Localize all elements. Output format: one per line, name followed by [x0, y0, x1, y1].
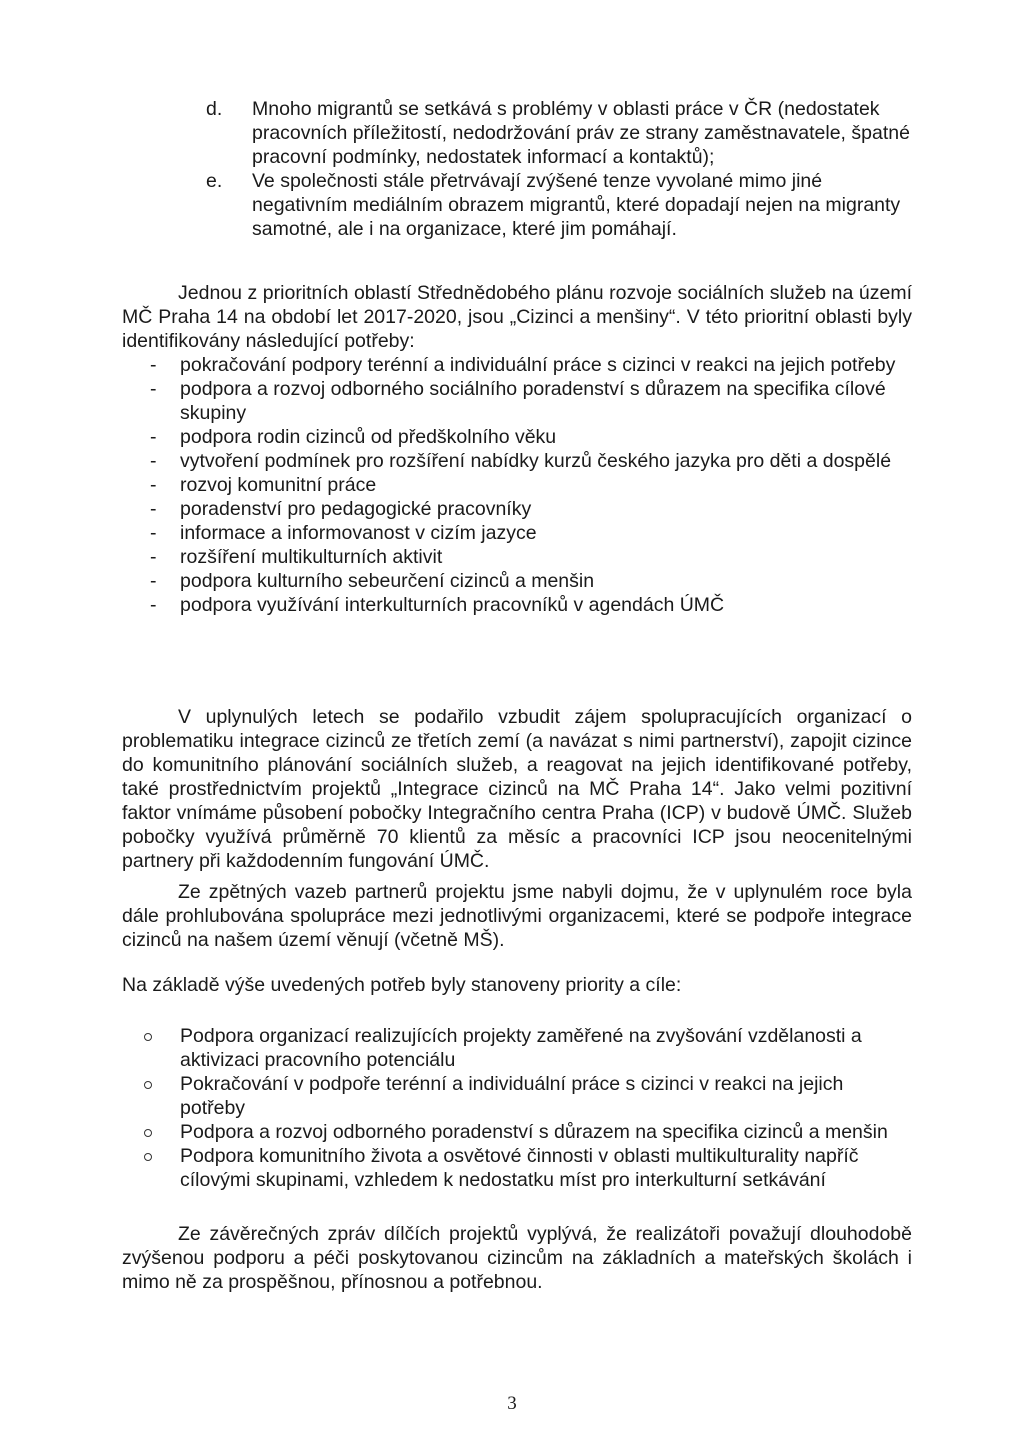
- list-item: [122, 497, 912, 521]
- dash-marker: -: [150, 426, 157, 448]
- list-item-text: pokračování podpory terénní a individuální práce s cizinci v reakci na jejich potřeby: [180, 354, 896, 376]
- dash-marker: -: [150, 354, 157, 376]
- bullet-circle-icon: [144, 1081, 152, 1089]
- list-item: [122, 425, 912, 449]
- dash-marker: -: [150, 378, 157, 400]
- paragraph-priorities-intro: Na základě výše uvedených potřeb byly stanoveny priority a cíle:: [122, 974, 682, 996]
- dash-marker: -: [150, 450, 157, 472]
- dash-marker: -: [150, 474, 157, 496]
- bullet-circle-icon: [144, 1129, 152, 1137]
- needs-dash-list: [122, 353, 912, 617]
- paragraph-past-years: V uplynulých letech se podařilo vzbudit zájem spolupracujících organizací o problematiku integrace cizinců ze třetích zemí (a navázat s nimi partnerství), zapojit cizince do komunitního plánování sociálních služeb, a reagovat na jejich identifikované potřeby, také prostřednictvím projektů „Integrace cizinců na MČ Praha 14“. Jako velmi pozitivní faktor vnímáme působení pobočky Integračního centra Praha (ICP) v budově ÚMČ. Služeb pobočky využívá průměrně 70 klientů za měsíc a pracovníci ICP jsou neocenitelnými partnery při každodenním fungování ÚMČ.: [122, 706, 912, 872]
- list-item-text: podpora kulturního sebeurčení cizinců a menšin: [180, 570, 595, 592]
- priority-section: [122, 281, 912, 617]
- list-marker: d.: [206, 98, 223, 120]
- list-item-text: Mnoho migrantů se setkává s problémy v oblasti práce v ČR (nedostatek pracovních příležitostí, nedodržování práv ze strany zaměstnavatele, špatné pracovní podmínky, nedostatek informací a kontaktů);: [252, 98, 910, 168]
- list-item: [122, 1144, 912, 1192]
- list-item: [122, 545, 912, 569]
- list-item: [122, 1120, 912, 1144]
- list-item-text: rozvoj komunitní práce: [180, 474, 377, 496]
- dash-marker: -: [150, 498, 157, 520]
- page-number: 3: [507, 1393, 517, 1414]
- list-item-text: podpora rodin cizinců od předškolního věku: [180, 426, 557, 448]
- list-item-text: Ve společnosti stále přetrvávají zvýšené tenze vyvolané mimo jiné negativním mediálním obrazem migrantů, které dopadají nejen na migranty samotné, ale i na organizace, které jim pomáhají.: [252, 170, 901, 240]
- dash-marker: -: [150, 546, 157, 568]
- list-item-text: podpora využívání interkulturních pracovníků v agendách ÚMČ: [180, 594, 725, 616]
- priorities-bullet-list: [122, 1024, 912, 1192]
- list-marker: e.: [206, 170, 223, 192]
- dash-marker: -: [150, 522, 157, 544]
- list-item: [122, 1024, 912, 1072]
- list-item: [122, 353, 912, 377]
- list-item: [122, 593, 912, 617]
- list-item: [122, 449, 912, 473]
- list-item: [122, 169, 912, 241]
- list-item: [122, 377, 912, 425]
- paragraph-feedback: Ze zpětných vazeb partnerů projektu jsme nabyli dojmu, že v uplynulém roce byla dále prohlubována spolupráce mezi jednotlivými organizacemi, které se podpoře integrace cizinců na našem území věnují (včetně MŠ).: [122, 881, 912, 951]
- bullet-circle-icon: [144, 1033, 152, 1041]
- list-item-text: vytvoření podmínek pro rozšíření nabídky kurzů českého jazyka pro děti a dospělé: [180, 450, 892, 472]
- paragraph-final-reports: Ze závěrečných zpráv dílčích projektů vyplývá, že realizátoři považují dlouhodobě zvýšenou podporu a péči poskytovanou cizincům na základních a mateřských školách i mimo ně za prospěšnou, přínosnou a potřebnou.: [122, 1223, 912, 1293]
- bullet-circle-icon: [144, 1153, 152, 1161]
- list-item: [122, 569, 912, 593]
- lettered-list: [122, 97, 912, 241]
- list-item-text: Podpora komunitního života a osvětové činnosti v oblasti multikulturality napříč cílovými skupinami, vzhledem k nedostatku míst pro interkulturní setkávání: [180, 1145, 859, 1191]
- list-item-text: podpora a rozvoj odborného sociálního poradenství s důrazem na specifika cílové skupiny: [180, 378, 886, 424]
- list-item: [122, 97, 912, 169]
- list-item: [122, 473, 912, 497]
- list-item-text: informace a informovanost v cizím jazyce: [180, 522, 537, 544]
- list-item: [122, 1072, 912, 1120]
- paragraph-priority-area: Jednou z prioritních oblastí Střednědobého plánu rozvoje sociálních služeb na území MČ Praha 14 na období let 2017-2020, jsou „Cizinci a menšiny“. V této prioritní oblasti byly identifikovány následující potřeby:: [122, 282, 912, 352]
- list-item-text: rozšíření multikulturních aktivit: [180, 546, 443, 568]
- list-item-text: Podpora organizací realizujících projekty zaměřené na zvyšování vzdělanosti a aktivizaci pracovního potenciálu: [180, 1025, 862, 1071]
- list-item-text: Pokračování v podpoře terénní a individuální práce s cizinci v reakci na jejich potřeby: [180, 1073, 844, 1119]
- dash-marker: -: [150, 594, 157, 616]
- list-item: [122, 521, 912, 545]
- list-item-text: Podpora a rozvoj odborného poradenství s důrazem na specifika cizinců a menšin: [180, 1121, 888, 1143]
- list-item-text: poradenství pro pedagogické pracovníky: [180, 498, 532, 520]
- dash-marker: -: [150, 570, 157, 592]
